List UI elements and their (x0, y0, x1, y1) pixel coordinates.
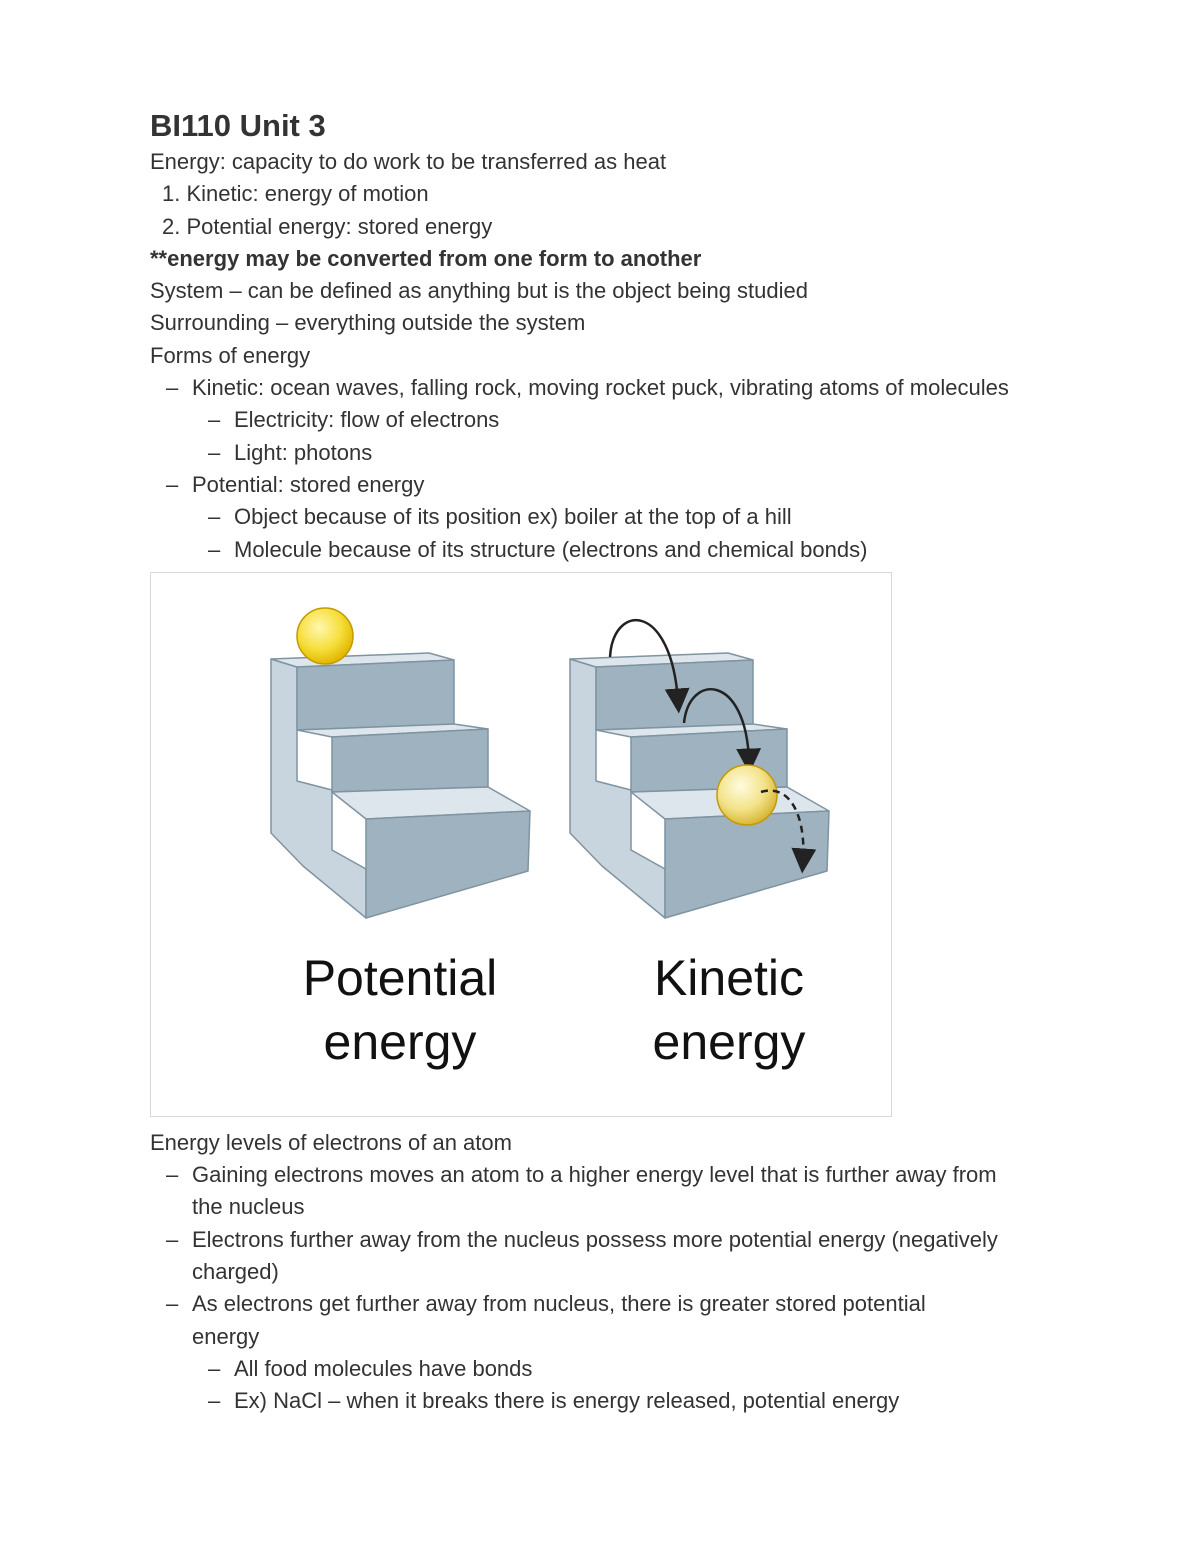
right-caption-line-2: energy (652, 1013, 806, 1070)
document-page (150, 106, 1070, 1418)
right-stair-riser-3 (665, 811, 829, 918)
levels-item: – As electrons get further away from nucleus, there is greater stored potential energy (150, 1288, 982, 1353)
list-number: 1. (162, 181, 181, 207)
ball-icon (297, 608, 353, 664)
page-title: BI110 Unit 3 (150, 108, 326, 143)
energy-stairs-figure (150, 572, 892, 1117)
forms-potential-sub: – Object because of its position ex) boiler at the top of a hill (150, 501, 1070, 533)
list-number: 2. (162, 213, 181, 239)
right-caption-line-1: Kinetic (653, 949, 805, 1006)
left-caption-line-2: energy (323, 1013, 477, 1070)
left-staircase (271, 653, 530, 918)
forms-kinetic-sub: – Electricity: flow of electrons (150, 404, 1070, 436)
system-definition: System – can be defined as anything but is the object being studied (150, 278, 808, 304)
levels-item: – Electrons further away from the nucleus possess more potential energy (negatively charged) (150, 1224, 1032, 1289)
stairs-illustration (151, 573, 890, 1115)
forms-heading: Forms of energy (150, 342, 311, 368)
list-text: Potential energy: stored energy (186, 213, 493, 239)
levels-item: – Gaining electrons moves an atom to a higher energy level that is further away from the nucleus (150, 1159, 1032, 1224)
forms-kinetic-sub: – Light: photons (150, 437, 1070, 469)
energy-definition: Energy: capacity to do work to be transferred as heat (150, 149, 667, 174)
list-item (150, 178, 1070, 210)
surrounding-definition: Surrounding – everything outside the system (150, 310, 586, 336)
left-stair-riser-1 (297, 660, 454, 730)
left-stair-riser-2 (332, 729, 488, 792)
levels-sub-item: – All food molecules have bonds (150, 1353, 1070, 1385)
left-stair-riser-3 (366, 811, 530, 918)
levels-sub-item: – Ex) NaCl – when it breaks there is energy released, potential energy (150, 1385, 1070, 1417)
levels-heading: Energy levels of electrons of an atom (150, 1129, 512, 1155)
forms-kinetic: – Kinetic: ocean waves, falling rock, moving rocket puck, vibrating atoms of molecules (150, 372, 1072, 404)
list-text: Kinetic: energy of motion (186, 181, 429, 207)
left-caption-line-1: Potential (302, 949, 498, 1006)
ball-icon (717, 765, 777, 825)
list-item (150, 211, 1070, 243)
forms-potential-sub: – Molecule because of its structure (electrons and chemical bonds) (150, 534, 1070, 566)
forms-potential: – Potential: stored energy (150, 469, 1070, 501)
conversion-note: **energy may be converted from one form to another (150, 245, 702, 271)
